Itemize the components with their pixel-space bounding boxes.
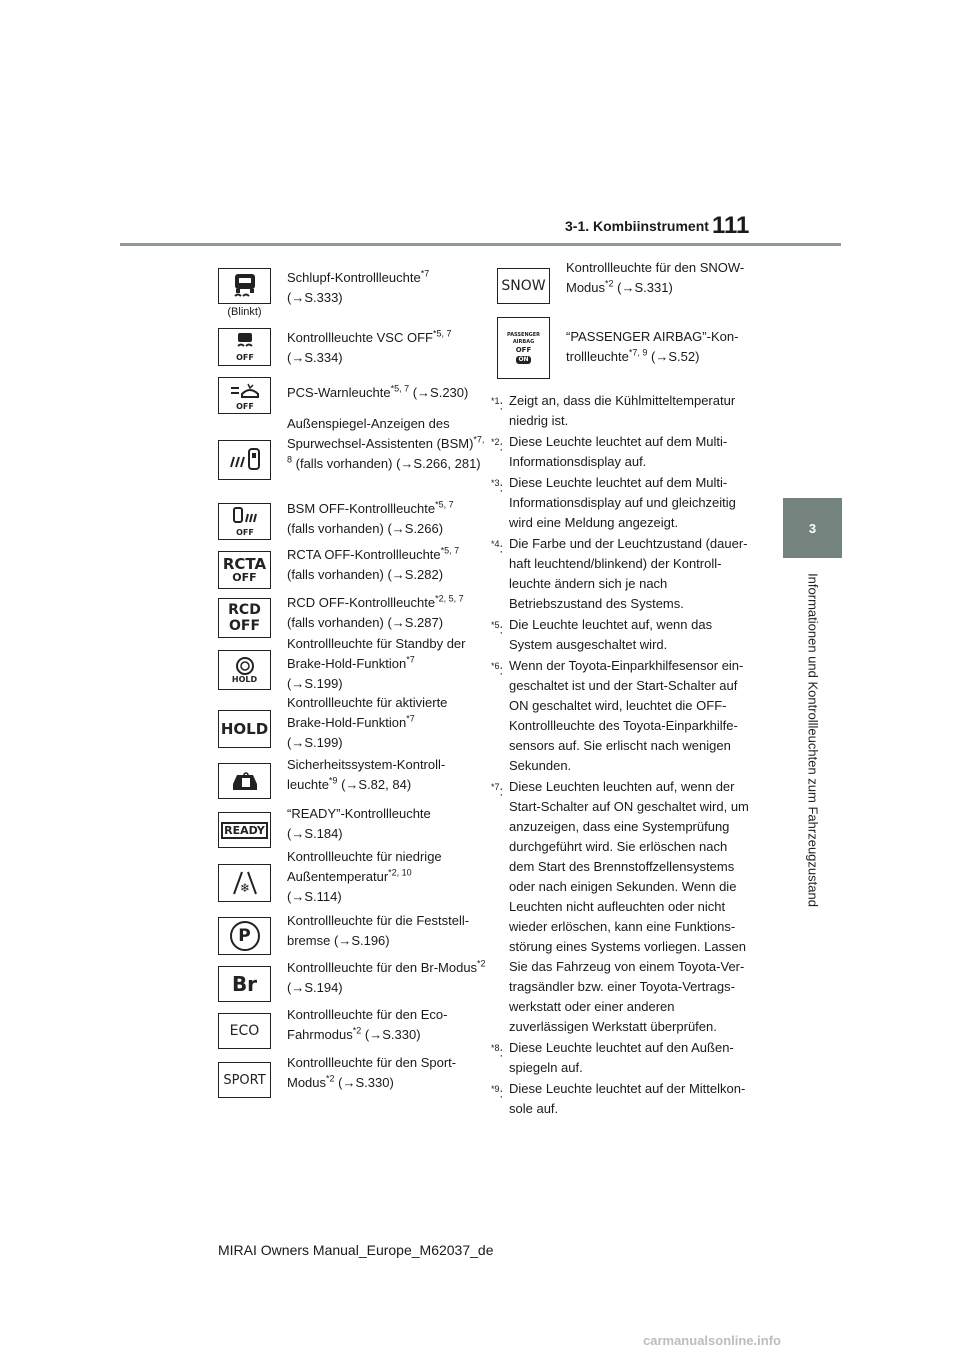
indicator-description: Sicherheitssystem-Kontroll-leuchte$^{*9}$ (→S.82, 84) bbox=[287, 757, 446, 792]
indicator-description: Kontrollleuchte für aktivierte Brake-Hold-Funktion$^{*7}$ (→S.199) bbox=[287, 695, 448, 750]
chapter-tab: 3 bbox=[783, 498, 842, 558]
footnote: $^{*3}$: Diese Leuchte leuchtet auf dem Multi-Informationsdisplay auf und gleichzeitig wird eine Meldung angezeigt. bbox=[491, 475, 736, 530]
svg-text:OFF: OFF bbox=[235, 401, 254, 411]
indicator-description: RCD OFF-Kontrollleuchte$^{*2, 5, 7}$ (falls vorhanden) (→S.287) bbox=[287, 593, 464, 630]
svg-text:OFF: OFF bbox=[235, 353, 254, 362]
br-mode-icon: Br bbox=[218, 966, 271, 1002]
low-temperature-icon bbox=[218, 864, 271, 902]
footnote: $^{*6}$: Wenn der Toyota-Einparkhilfesensor ein-geschaltet ist und der Start-Schalter auf ON geschaltet wird, leuchtet die OFF-Kontrollleuchte des Toyota-Einparkhilfe-sensors auf. Sie erlischt nach wenigen Sekunden. bbox=[491, 658, 744, 773]
svg-text:OFF: OFF bbox=[235, 527, 254, 537]
bsm-off-icon bbox=[218, 503, 271, 540]
page-number: 111 bbox=[712, 212, 750, 239]
indicator-description: Kontrollleuchte für den Br-Modus$^{*2}$ (→S.194) bbox=[287, 958, 486, 995]
footnote: $^{*2}$: Diese Leuchte leuchtet auf dem Multi-Informationsdisplay auf. bbox=[491, 434, 728, 469]
indicator-description: RCTA OFF-Kontrollleuchte$^{*5, 7}$ (falls vorhanden) (→S.282) bbox=[287, 545, 460, 582]
eco-mode-icon: ECO bbox=[218, 1013, 271, 1049]
sport-mode-icon: SPORT bbox=[218, 1062, 271, 1098]
slip-indicator-icon bbox=[218, 268, 271, 304]
footnote: $^{*8}$: Diese Leuchte leuchtet auf den Außen-spiegeln auf. bbox=[491, 1040, 734, 1075]
passenger-airbag-icon: PASSENGER AIRBAG OFF ON bbox=[497, 317, 550, 379]
footnote: $^{*7}$: Diese Leuchten leuchten auf, wenn der Start-Schalter auf ON geschaltet wird, um anzuzeigen, dass eine Systemprüfung durchgeführt wird. Sie erlöschen nach dem Start des Brennstoffzellensystems oder nach einigen Sekunden. Wenn die Leuchten nicht aufleuchten oder nicht wieder erlöschen, kann eine Funktions-störung eines Systems vorliegen. Lassen Sie das Fahrzeug von einem Toyota-Ver-tragsändler bzw. einer Toyota-Vertrags-werkstatt oder einer anderen zuverlässigen Werkstatt überprüfen. bbox=[491, 779, 749, 1034]
indicator-description: BSM OFF-Kontrollleuchte$^{*5, 7}$ (falls vorhanden) (→S.266) bbox=[287, 499, 454, 536]
indicator-description: “PASSENGER AIRBAG”-Kon-trollleuchte$^{*7, 9}$ (→S.52) bbox=[566, 329, 739, 364]
ready-icon: READY bbox=[218, 812, 271, 848]
indicator-description: “READY”-Kontrollleuchte (→S.184) bbox=[287, 806, 431, 841]
header-divider bbox=[120, 243, 841, 246]
indicator-description: Kontrollleuchte für Standby der Brake-Hold-Funktion$^{*7}$ (→S.199) bbox=[287, 636, 466, 691]
svg-text:❄: ❄ bbox=[239, 881, 250, 895]
indicator-description: Kontrollleuchte für den SNOW-Modus$^{*2}$ (→S.331) bbox=[566, 260, 745, 295]
parking-brake-icon: P bbox=[218, 917, 271, 955]
brake-hold-active-icon: HOLD bbox=[218, 710, 271, 748]
indicator-description: PCS-Warnleuchte$^{*5, 7}$ (→S.230) bbox=[287, 383, 469, 400]
chapter-title: Informationen und Kontrollleuchten zum Fahrzeugzustand bbox=[805, 573, 820, 907]
pcs-warning-icon bbox=[218, 377, 271, 414]
brake-hold-standby-icon: HOLD bbox=[218, 650, 271, 690]
indicator-description: Außenspiegel-Anzeigen des Spurwechsel-Assistenten (BSM)$^{*7, 8}$ (falls vorhanden) (→S.266, 281) bbox=[287, 416, 485, 471]
footnote-list bbox=[491, 391, 751, 1120]
bsm-mirror-icon bbox=[218, 440, 271, 480]
footer-text: MIRAI Owners Manual_Europe_M62037_de bbox=[218, 1242, 494, 1258]
indicator-description: Kontrollleuchte für die Feststell-bremse (→S.196) bbox=[287, 913, 470, 948]
footnote: $^{*1}$: Zeigt an, dass die Kühlmitteltemperatur niedrig ist. bbox=[491, 393, 736, 428]
snow-mode-icon: SNOW bbox=[497, 268, 550, 304]
indicator-description: Kontrollleuchte für den Sport-Modus$^{*2}$ (→S.330) bbox=[287, 1055, 457, 1090]
vsc-off-icon bbox=[218, 328, 271, 366]
footnote: $^{*5}$: Die Leuchte leuchtet auf, wenn das System ausgeschaltet wird. bbox=[491, 617, 713, 652]
watermark: carmanualsonline.info bbox=[643, 1333, 781, 1348]
chapter-side-title bbox=[783, 565, 842, 915]
footnote: $^{*9}$: Diese Leuchte leuchtet auf der Mittelkon-sole auf. bbox=[491, 1081, 746, 1116]
security-icon bbox=[218, 763, 271, 799]
section-title: 3-1. Kombiinstrument bbox=[565, 218, 709, 234]
rcd-off-icon: RCD OFF bbox=[218, 598, 271, 638]
icon-caption: (Blinkt) bbox=[227, 306, 262, 318]
indicator-description: Kontrollleuchte VSC OFF$^{*5, 7}$ (→S.334) bbox=[287, 328, 452, 365]
indicator-description: Schlupf-Kontrollleuchte$^{*7}$ (→S.333) bbox=[287, 268, 430, 305]
indicator-description: Kontrollleuchte für den Eco-Fahrmodus$^{*2}$ (→S.330) bbox=[287, 1007, 448, 1042]
indicator-description: Kontrollleuchte für niedrige Außentemperatur$^{*2, 10}$ (→S.114) bbox=[287, 849, 442, 904]
footnote: $^{*4}$: Die Farbe und der Leuchtzustand (dauer-haft leuchtend/blinkend) der Kontroll-leuchte ändern sich je nach Betriebszustand des Systems. bbox=[491, 536, 748, 611]
rcta-off-icon: RCTA OFF bbox=[218, 551, 271, 589]
